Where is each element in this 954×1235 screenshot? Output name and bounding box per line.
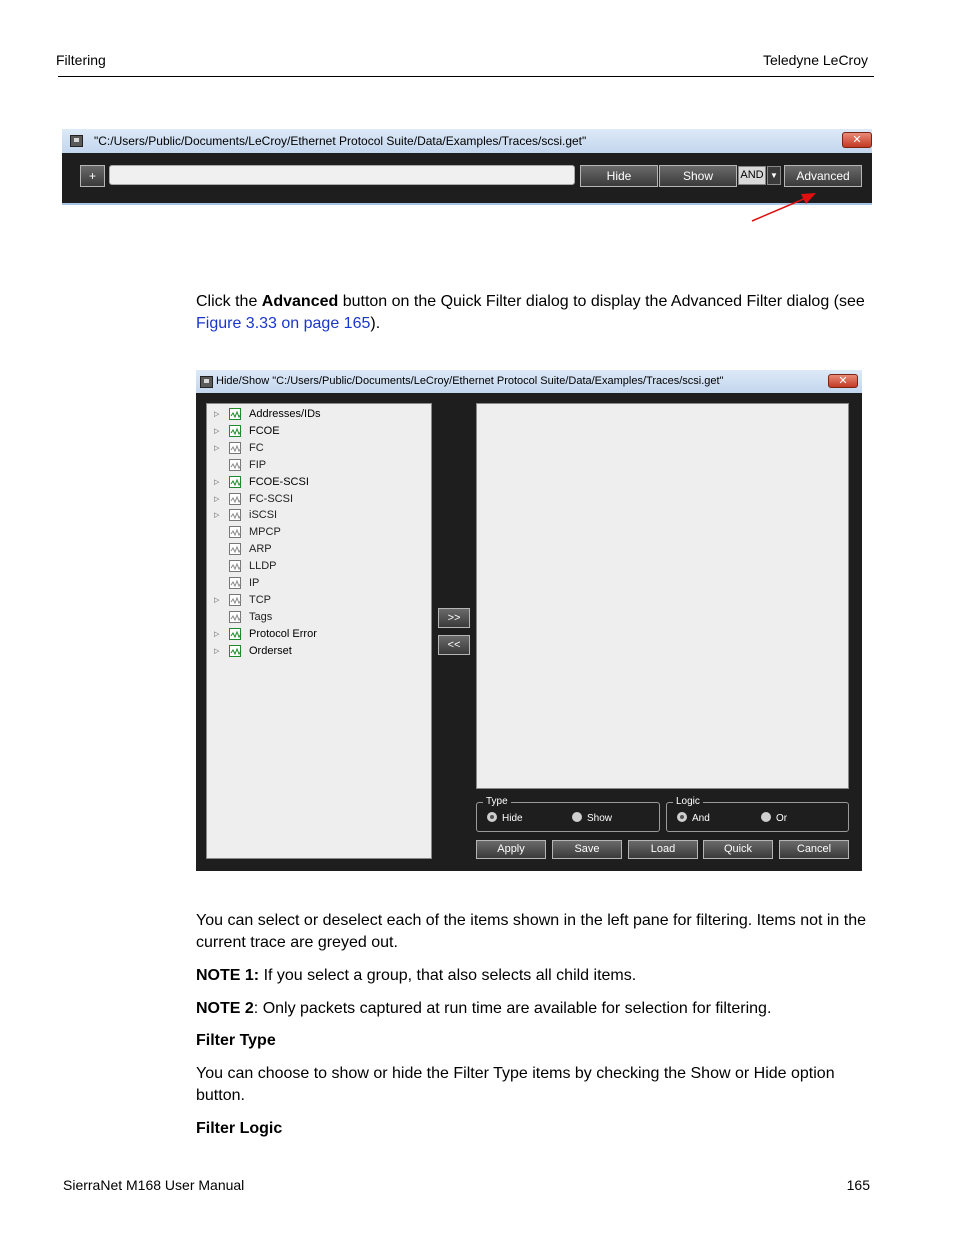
load-button[interactable]: Load	[628, 840, 698, 859]
quick-filter-input[interactable]	[109, 165, 575, 185]
expand-arrow-icon[interactable]: ▷	[214, 411, 220, 418]
radio-label: Show	[587, 813, 613, 824]
tree-item-label: TCP	[249, 593, 271, 606]
filter-checkbox-icon[interactable]	[229, 493, 241, 505]
move-left-button[interactable]: <<	[438, 635, 470, 655]
tree-item-label: IP	[249, 577, 260, 589]
selected-filters-pane[interactable]	[476, 403, 849, 789]
intro-bold: Advanced	[261, 293, 339, 310]
radio-selected-icon	[677, 812, 687, 822]
tree-item-label: FC	[249, 441, 264, 454]
intro-text-1: Click the	[196, 293, 262, 310]
radio-label: Or	[776, 813, 788, 824]
tree-item-label: FIP	[249, 458, 267, 471]
type-show-radio[interactable]	[572, 812, 612, 825]
expand-arrow-icon[interactable]: ▷	[214, 427, 220, 435]
type-hide-radio[interactable]	[487, 812, 523, 825]
show-button[interactable]: Show	[659, 165, 737, 187]
advanced-filter-title: Hide/Show "C:/Users/Public/Documents/LeCroy/Ethernet Protocol Suite/Data/Examples/Traces/scsi.get"	[216, 375, 724, 387]
header-section-title: Filtering	[56, 52, 106, 68]
radio-selected-icon	[487, 812, 497, 822]
chevron-down-icon[interactable]: ▼	[767, 166, 781, 185]
app-icon	[200, 376, 213, 388]
apply-button[interactable]: Apply	[476, 840, 546, 859]
filter-checkbox-icon[interactable]	[229, 526, 241, 538]
filter-checkbox-icon[interactable]	[229, 509, 241, 521]
filter-checkbox-icon[interactable]	[229, 577, 241, 589]
filter-checkbox-icon[interactable]	[229, 611, 241, 623]
expand-arrow-icon[interactable]: ▷	[214, 478, 220, 486]
protocol-tree[interactable]	[206, 403, 432, 859]
tree-item-label: Protocol Error	[249, 627, 317, 640]
annotation-arrow-icon	[748, 190, 823, 226]
note-2-label: NOTE 2	[196, 1000, 254, 1017]
expand-arrow-icon[interactable]: ▷	[214, 512, 220, 520]
note-1	[196, 965, 886, 987]
page-number: 165	[846, 1177, 870, 1193]
tree-item-label: ARP	[249, 543, 272, 556]
logic-or-radio[interactable]	[761, 812, 787, 825]
note-2	[196, 998, 886, 1020]
quick-filter-title: "C:/Users/Public/Documents/LeCroy/Ethernet Protocol Suite/Data/Examples/Traces/scsi.get"	[94, 134, 587, 148]
figure-link[interactable]: Figure 3.33 on page 165	[196, 315, 371, 332]
tree-item-label: Orderset	[249, 644, 292, 657]
tree-item-label: LLDP	[249, 560, 277, 573]
tree-item-label: FC-SCSI	[249, 492, 293, 505]
quick-button[interactable]: Quick	[703, 840, 773, 859]
expand-arrow-icon[interactable]: ▷	[214, 630, 220, 638]
expand-arrow-icon[interactable]: ▷	[214, 444, 220, 452]
note-2-text: : Only packets captured at run time are available for selection for filtering.	[253, 1000, 772, 1017]
filter-checkbox-icon[interactable]	[229, 543, 241, 555]
filter-type-paragraph: You can choose to show or hide the Filter Type items by checking the Show or Hide option button.	[196, 1065, 835, 1104]
logic-group	[666, 796, 849, 832]
filter-checkbox-icon[interactable]	[229, 459, 241, 471]
logic-select[interactable]: AND	[738, 166, 766, 185]
tree-item-label: iSCSI	[249, 509, 278, 522]
header-rule	[58, 76, 874, 77]
hide-button[interactable]: Hide	[580, 165, 658, 187]
note-1-text: If you select a group, that also selects all child items.	[259, 967, 637, 984]
footer-manual-title: SierraNet M168 User Manual	[63, 1177, 245, 1193]
tree-item-label: FCOE-SCSI	[249, 475, 309, 488]
add-filter-button[interactable]: +	[80, 165, 105, 187]
tree-item-label: Addresses/IDs	[249, 408, 321, 420]
intro-paragraph	[196, 291, 886, 335]
expand-arrow-icon[interactable]: ▷	[214, 596, 220, 604]
logic-legend: Logic	[673, 795, 703, 809]
type-group	[476, 796, 660, 832]
expand-arrow-icon[interactable]: ▷	[214, 495, 220, 503]
filter-logic-heading: Filter Logic	[196, 1120, 283, 1137]
filter-checkbox-icon[interactable]	[229, 408, 241, 420]
note-1-label: NOTE 1:	[196, 967, 260, 984]
move-right-button[interactable]: >>	[438, 608, 470, 628]
filter-checkbox-icon[interactable]	[229, 628, 241, 640]
radio-icon	[572, 812, 582, 822]
intro-text-3: ).	[370, 315, 381, 332]
filter-checkbox-icon[interactable]	[229, 645, 241, 657]
app-icon	[70, 135, 83, 147]
intro-text-2: button on the Quick Filter dialog to display the Advanced Filter dialog (see	[338, 293, 865, 310]
cancel-button[interactable]: Cancel	[779, 840, 849, 859]
close-icon[interactable]: ✕	[842, 132, 872, 148]
advanced-button[interactable]: Advanced	[784, 165, 862, 187]
filter-checkbox-icon[interactable]	[229, 594, 241, 606]
filter-checkbox-icon[interactable]	[229, 476, 241, 488]
advanced-filter-titlebar	[196, 370, 862, 393]
save-button[interactable]: Save	[552, 840, 622, 859]
filter-checkbox-icon[interactable]	[229, 560, 241, 572]
tree-item-label: FCOE	[249, 424, 280, 437]
radio-label: And	[692, 813, 710, 824]
tree-item-label: MPCP	[249, 526, 281, 539]
advanced-filter-dialog	[196, 370, 862, 871]
logic-and-radio[interactable]	[677, 812, 710, 825]
close-icon[interactable]: ✕	[828, 374, 858, 388]
filter-checkbox-icon[interactable]	[229, 425, 241, 437]
type-legend: Type	[483, 795, 511, 809]
header-company: Teledyne LeCroy	[762, 52, 868, 68]
radio-icon	[761, 812, 771, 822]
expand-arrow-icon[interactable]: ▷	[214, 647, 220, 655]
quick-filter-titlebar	[62, 129, 872, 153]
filter-type-heading: Filter Type	[196, 1032, 276, 1049]
radio-label: Hide	[502, 813, 523, 824]
select-paragraph: You can select or deselect each of the items shown in the left pane for filtering. Items not in the current trace are greyed out.	[196, 912, 867, 951]
filter-checkbox-icon[interactable]	[229, 442, 241, 454]
tree-item-label: Tags	[249, 610, 273, 623]
